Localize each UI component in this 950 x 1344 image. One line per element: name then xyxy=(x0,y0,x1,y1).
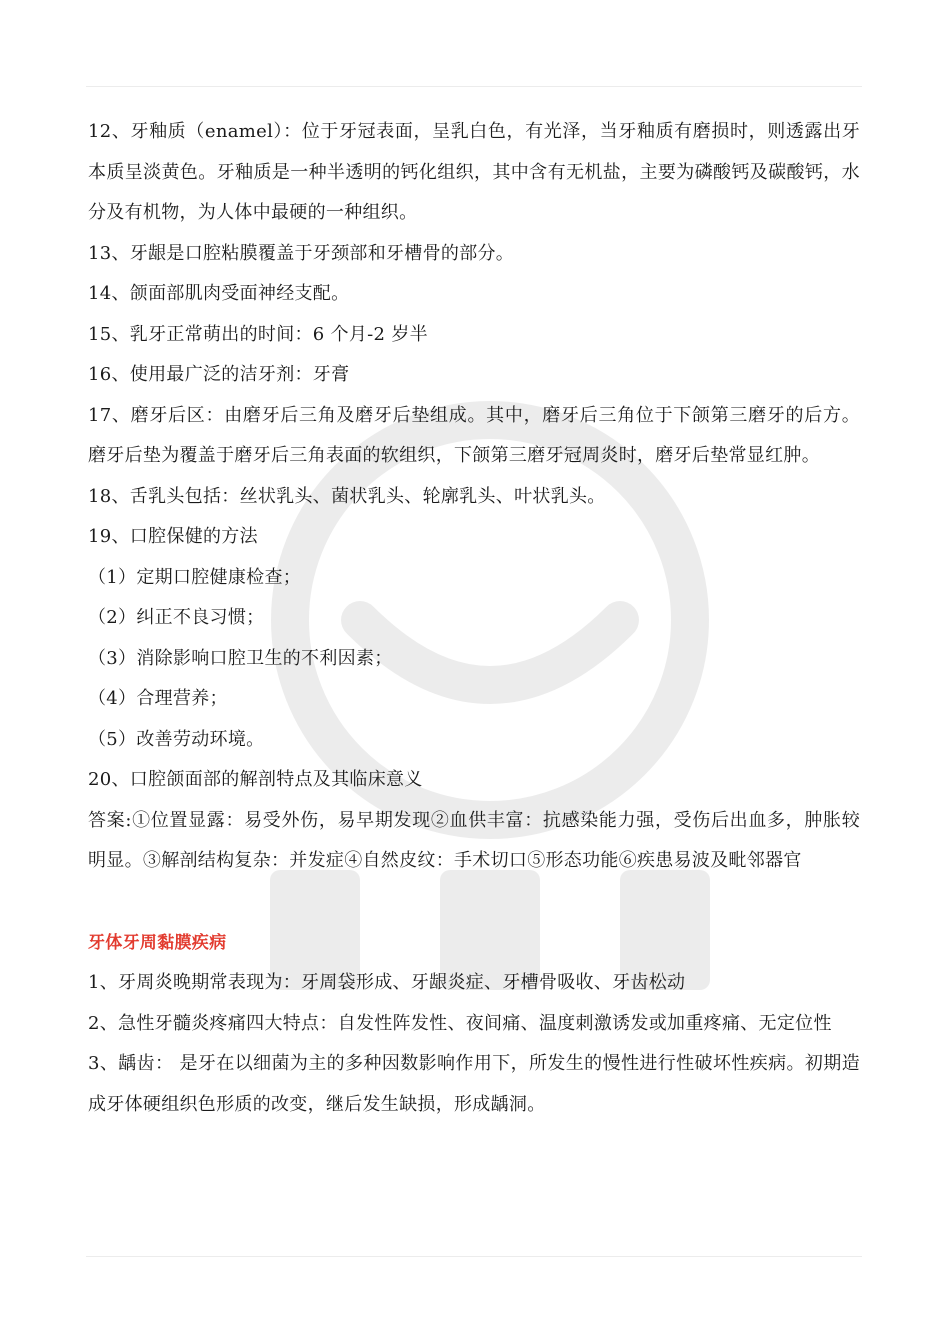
section-item-3: 3、龋齿： 是牙在以细菌为主的多种因数影响作用下，所发生的慢性进行性破坏性疾病。初期造成牙体硬组织色形质的改变，继后发生缺损，形成龋洞。 xyxy=(88,1053,860,1115)
item-16: 16、使用最广泛的洁牙剂：牙膏 xyxy=(88,364,350,385)
item-19-sub-2: （2）纠正不良习惯； xyxy=(88,607,265,628)
item-20-answer: 答案:①位置显露：易受外伤，易早期发现②血供丰富：抗感染能力强，受伤后出血多，肿胀较明显。③解剖结构复杂：并发症④自然皮纹：手术切口⑤形态功能⑥疾患易波及毗邻器官 xyxy=(88,809,860,871)
document-body xyxy=(88,112,860,1125)
bottom-divider xyxy=(86,1256,862,1257)
item-19-sub-5: （5）改善劳动环境。 xyxy=(88,728,265,750)
item-19-sub-4: （4）合理营养； xyxy=(88,688,228,709)
item-14: 14、颌面部肌肉受面神经支配。 xyxy=(88,283,350,304)
item-20-question: 20、口腔颌面部的解剖特点及其临床意义 xyxy=(88,769,423,790)
section-heading: 牙体牙周黏膜疾病 xyxy=(88,932,227,953)
section-item-1: 1、牙周炎晚期常表现为：牙周袋形成、牙龈炎症、牙槽骨吸收、牙齿松动 xyxy=(88,972,686,993)
item-19-sub-1: （1）定期口腔健康检查； xyxy=(88,566,302,588)
item-17: 17、磨牙后区：由磨牙后三角及磨牙后垫组成。其中，磨牙后三角位于下颌第三磨牙的后方。磨牙后垫为覆盖于磨牙后三角表面的软组织，下颌第三磨牙冠周炎时，磨牙后垫常显红肿。 xyxy=(88,404,860,466)
item-13: 13、牙龈是口腔粘膜覆盖于牙颈部和牙槽骨的部分。 xyxy=(88,242,515,264)
section-spacer xyxy=(88,882,860,923)
section-item-2: 2、急性牙髓炎疼痛四大特点：自发性阵发性、夜间痛、温度刺激诱发或加重疼痛、无定位性 xyxy=(88,1012,832,1034)
item-18: 18、舌乳头包括：丝状乳头、菌状乳头、轮廓乳头、叶状乳头。 xyxy=(88,485,606,507)
item-19-sub-3: （3）消除影响口腔卫生的不利因素； xyxy=(88,647,393,669)
item-15: 15、乳牙正常萌出的时间：6 个月-2 岁半 xyxy=(88,323,428,345)
item-19: 19、口腔保健的方法 xyxy=(88,526,258,547)
item-12: 12、牙釉质（enamel）：位于牙冠表面，呈乳白色，有光泽，当牙釉质有磨损时，则透露出牙本质呈淡黄色。牙釉质是一种半透明的钙化组织，其中含有无机盐，主要为磷酸钙及碳酸钙，水分及有机物，为人体中最硬的一种组织。 xyxy=(88,121,860,223)
top-divider xyxy=(86,86,862,87)
